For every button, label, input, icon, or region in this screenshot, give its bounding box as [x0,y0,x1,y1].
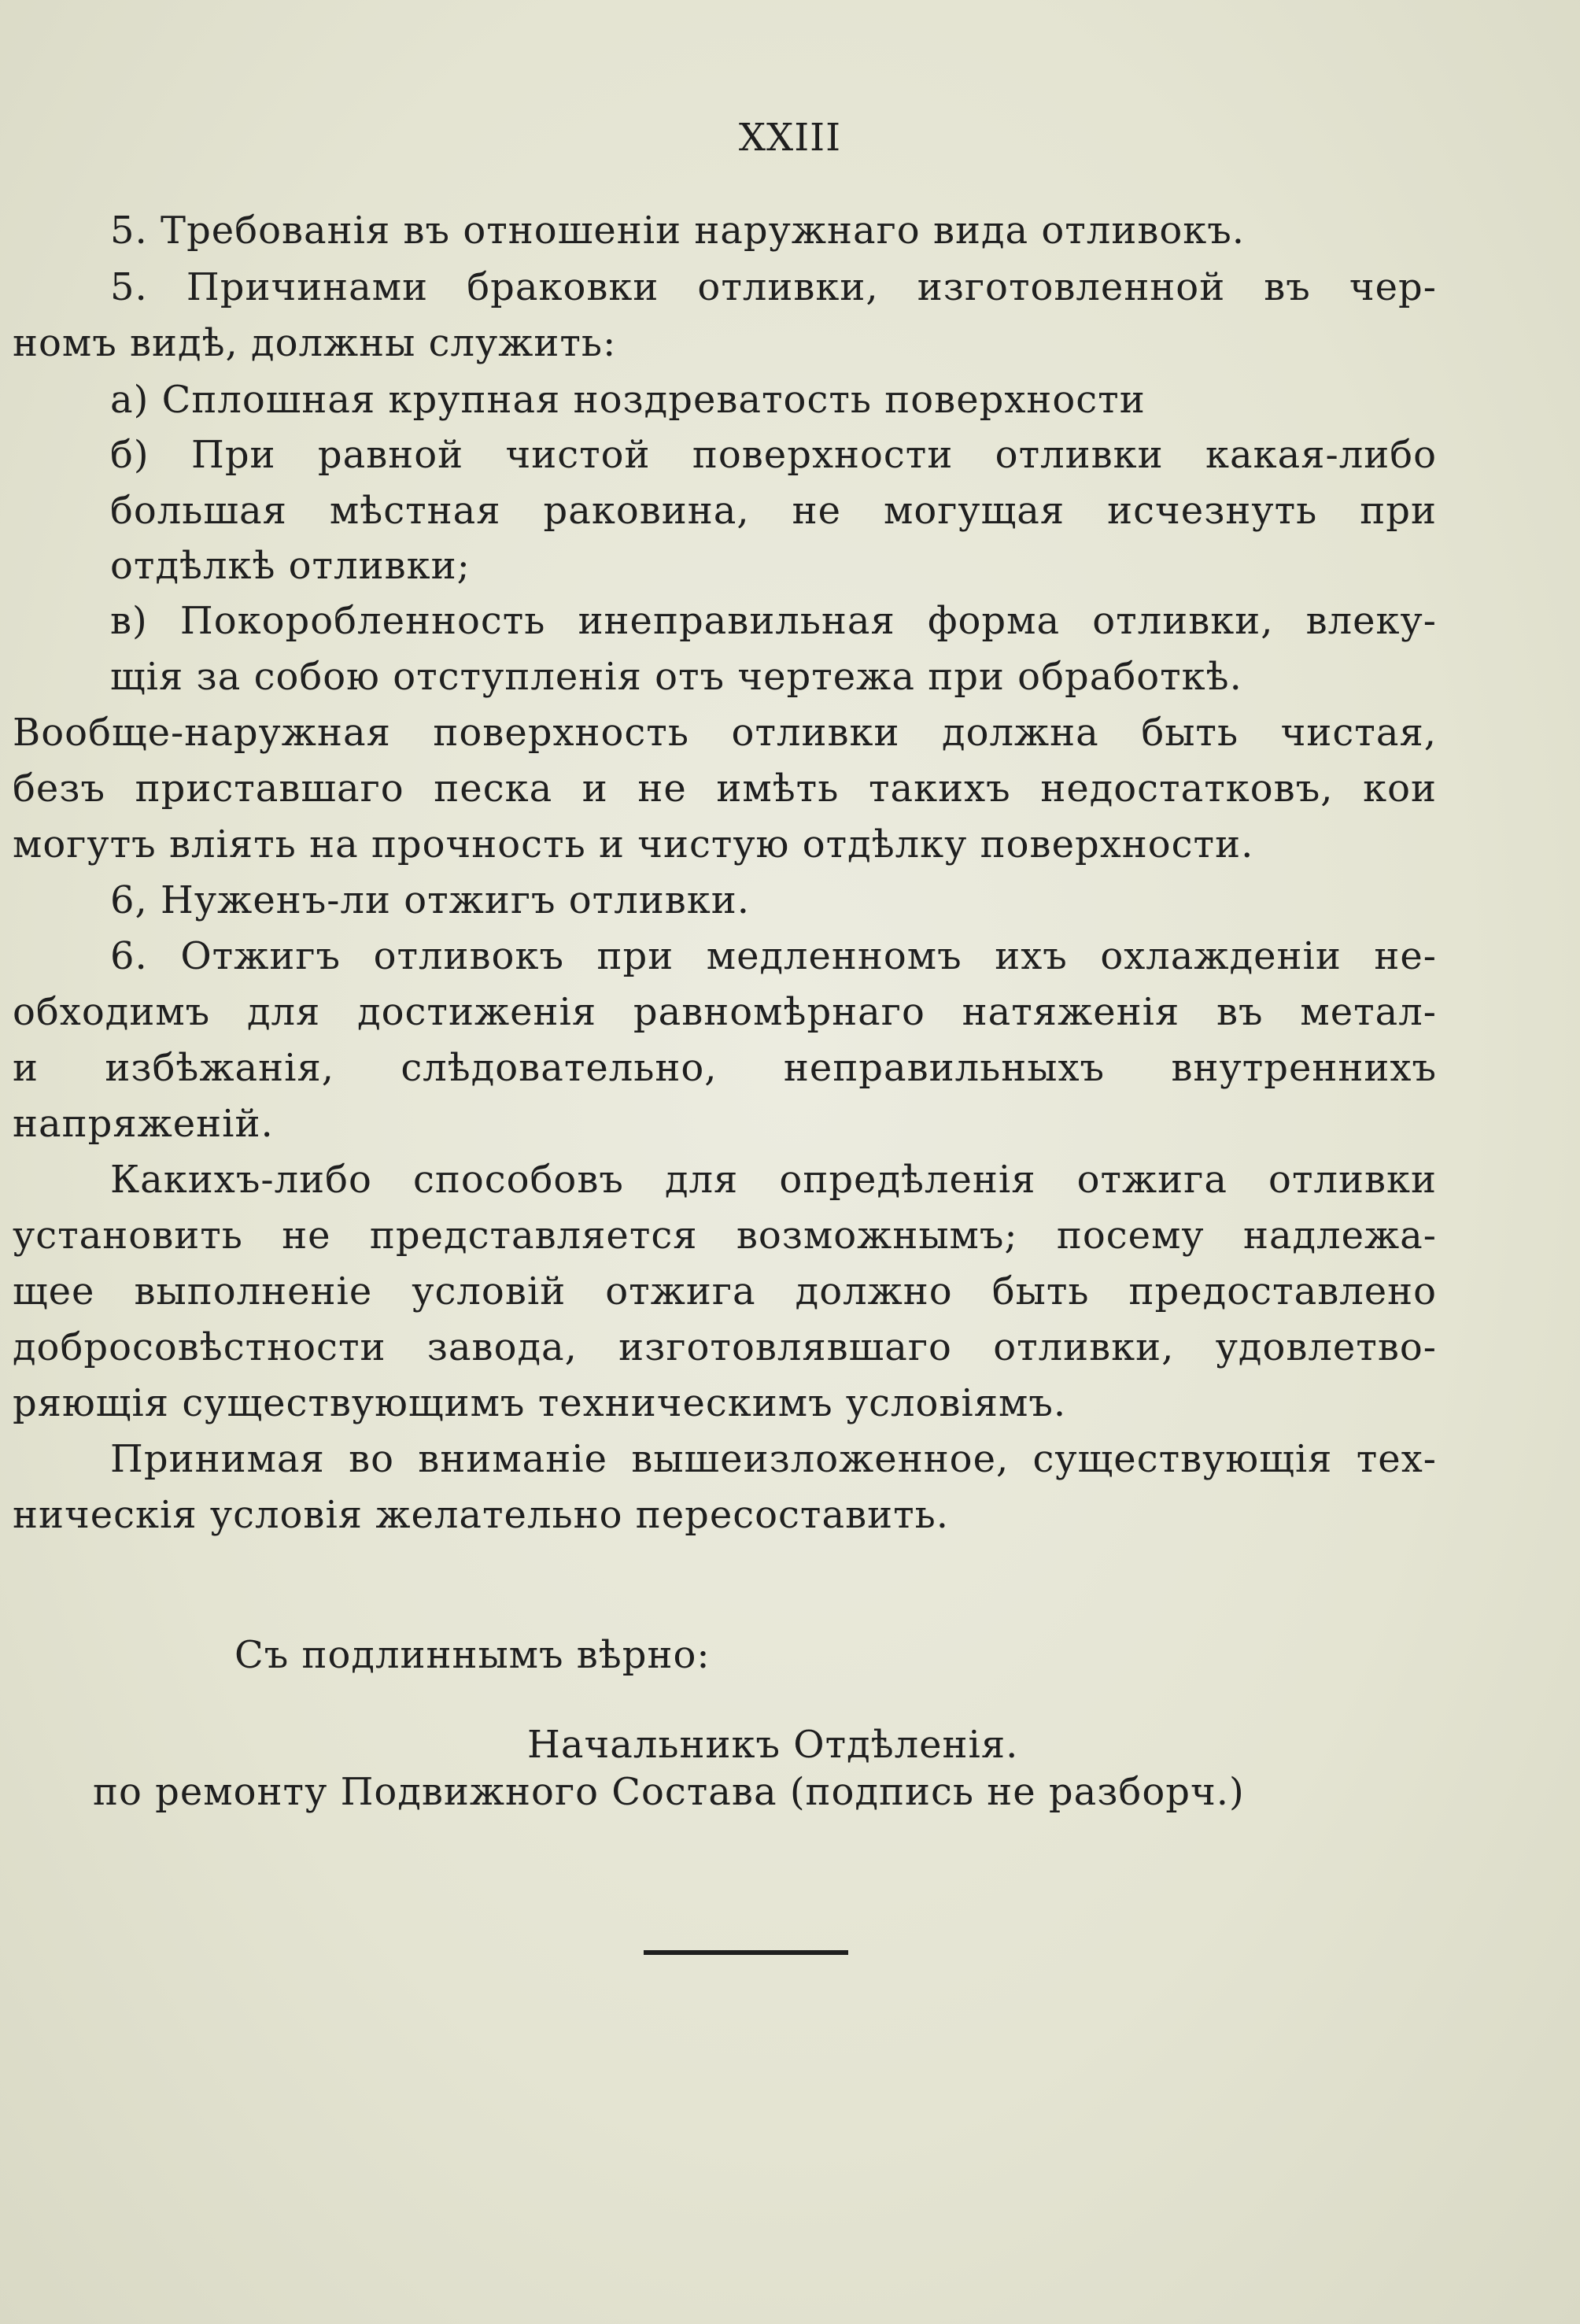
text-line: и избѣжанія, слѣдовательно, неправильныхъ внутреннихъ [13,1046,1437,1090]
section-6-heading: 6, Нуженъ-ли отжигъ отливки. [110,878,750,922]
signature-title: Начальникъ Отдѣленія. [527,1723,1019,1767]
list-item-a: а) Сплошная крупная ноздреватость поверхности [110,378,1146,422]
text-line: 6. Отжигъ отливокъ при медленномъ ихъ охлажденіи не- [110,934,1437,978]
text-line: Принимая во вниманіе вышеизложенное, существующія тех- [110,1437,1437,1481]
text-line: напряженій. [13,1102,274,1146]
text-line: Какихъ-либо способовъ для опредѣленія отжига отливки [110,1158,1437,1202]
text-line: установить не представляется возможнымъ; посему надлежа- [13,1214,1437,1258]
list-item-b-cont: отдѣлкѣ отливки; [110,544,471,588]
text-line: обходимъ для достиженія равномѣрнаго натяженія въ метал- [13,990,1437,1034]
section-5-heading: 5. Требованія въ отношеніи наружнаго вида отливокъ. [110,209,1246,253]
signature-department: по ремонту Подвижного Состава (подпись не разборч.) [93,1770,1245,1814]
text-line: Вообще-наружная поверхность отливки должна быть чистая, [13,711,1437,755]
text-line: щее выполненіе условій отжига должно быть предоставлено [13,1269,1437,1313]
list-item-b-cont: большая мѣстная раковина, не могущая исчезнуть при [110,489,1437,533]
text-line: могутъ вліять на прочность и чистую отдѣлку поверхности. [13,822,1254,866]
list-item-c-cont: щія за собою отступленія отъ чертежа при обработкѣ. [110,655,1242,699]
text-line: ническія условія желательно пересоставить. [13,1493,950,1537]
closing-rule [644,1950,848,1955]
text-line: ряющія существующимъ техническимъ условіямъ. [13,1381,1067,1425]
text-line: безъ приставшаго песка и не имѣть такихъ недостатковъ, кои [13,767,1437,811]
page-number: XXIII [738,116,842,160]
text-line: 5. Причинами браковки отливки, изготовленной въ чер- [110,265,1437,309]
attestation-text: Съ подлиннымъ вѣрно: [234,1633,711,1677]
text-line: добросовѣстности завода, изготовлявшаго отливки, удовлетво- [13,1325,1437,1369]
list-item-c: в) Покоробленность инеправильная форма отливки, влеку- [110,599,1437,643]
list-item-b: б) При равной чистой поверхности отливки какая-либо [110,433,1437,477]
text-line: номъ видѣ, должны служить: [13,321,617,365]
